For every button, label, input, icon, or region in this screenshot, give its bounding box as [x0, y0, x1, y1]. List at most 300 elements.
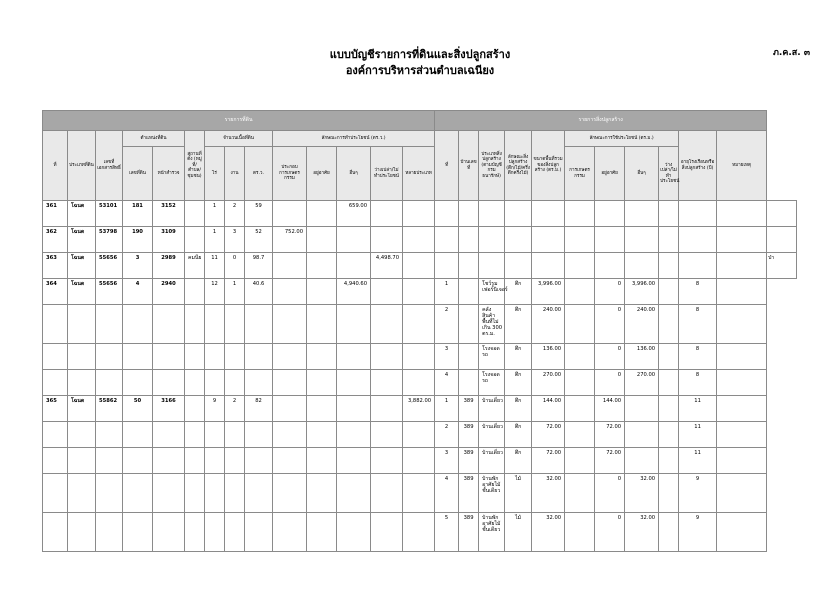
table-row: [43, 513, 797, 552]
table-cell: บ้านเดี่ยว: [479, 448, 505, 474]
table-cell: [625, 227, 659, 253]
table-row: [43, 422, 797, 448]
table-cell: [307, 422, 337, 448]
table-cell: [205, 344, 225, 370]
col-building-type: ประเภทสิ่งปลูกสร้าง (ตามบัญชีกรมธนารักษ์): [479, 131, 505, 201]
table-cell: [153, 513, 185, 552]
table-cell: [435, 201, 459, 227]
table-cell: [185, 396, 205, 422]
table-cell: 2989: [153, 253, 185, 279]
table-cell: [659, 396, 679, 422]
table-cell: บ้านเดี่ยว: [479, 396, 505, 422]
table-cell: 1: [205, 227, 225, 253]
table-cell: [371, 448, 403, 474]
table-cell: [307, 227, 337, 253]
table-cell: 240.00: [625, 305, 659, 344]
table-row: [43, 305, 797, 344]
table-cell: [435, 227, 459, 253]
col-land-no: เลขที่ดิน: [123, 147, 153, 201]
table-cell: [565, 227, 595, 253]
table-cell: [185, 513, 205, 552]
table-cell: [532, 227, 565, 253]
table-cell: [565, 396, 595, 422]
col-land-use: ลักษณะการทำประโยชน์ (ตร.ว.): [273, 131, 435, 147]
table-cell: [307, 448, 337, 474]
table-cell: [153, 344, 185, 370]
table-cell: [371, 513, 403, 552]
table-row: [43, 396, 797, 422]
table-cell: 4: [123, 279, 153, 305]
table-cell: [185, 279, 205, 305]
col-building-no: ที่: [435, 131, 459, 201]
table-cell: 389: [459, 448, 479, 474]
table-cell: [68, 474, 96, 513]
table-cell: 59: [245, 201, 273, 227]
table-cell: [96, 370, 123, 396]
table-cell: 2940: [153, 279, 185, 305]
col-ngan: งาน: [225, 147, 245, 201]
col-place: สถานที่ตั้ง (หมู่ที่/ตำบล/ชุมชน): [185, 131, 205, 201]
col-area: จำนวนเนื้อที่ดิน: [205, 131, 273, 147]
table-cell: 144.00: [532, 396, 565, 422]
table-cell: 4: [435, 370, 459, 396]
table-cell: [96, 305, 123, 344]
table-cell: [403, 474, 435, 513]
table-cell: 32.00: [532, 513, 565, 552]
table-cell: 270.00: [625, 370, 659, 396]
table-cell: 0: [595, 370, 625, 396]
table-cell: 4: [435, 474, 459, 513]
table-cell: [273, 279, 307, 305]
table-cell: [505, 227, 532, 253]
table-cell: [371, 305, 403, 344]
table-cell: [273, 396, 307, 422]
table-cell: 8: [679, 344, 717, 370]
land-building-table: [42, 110, 797, 552]
table-row: [43, 201, 797, 227]
table-cell: [659, 253, 679, 279]
table-cell: [565, 513, 595, 552]
table-row: [43, 370, 797, 396]
table-cell: [273, 448, 307, 474]
table-cell: [43, 344, 68, 370]
table-cell: 72.00: [595, 448, 625, 474]
table-cell: ตึก: [505, 422, 532, 448]
table-cell: [337, 253, 371, 279]
table-cell: 2: [225, 201, 245, 227]
table-cell: [273, 344, 307, 370]
table-cell: [225, 513, 245, 552]
table-cell: 365: [43, 396, 68, 422]
table-cell: [403, 513, 435, 552]
table-cell: 11: [679, 422, 717, 448]
table-cell: 3,996.00: [532, 279, 565, 305]
table-cell: [625, 448, 659, 474]
table-row: [43, 448, 797, 474]
table-cell: [659, 279, 679, 305]
table-cell: บ้านเดี่ยว: [479, 422, 505, 448]
table-cell: [371, 474, 403, 513]
table-cell: 50: [123, 396, 153, 422]
table-cell: [371, 370, 403, 396]
table-cell: บ้านพักอาศัยไม้ชั้นเดียว: [479, 513, 505, 552]
table-cell: [659, 370, 679, 396]
table-cell: 11: [679, 396, 717, 422]
table-cell: [403, 422, 435, 448]
table-cell: 12: [205, 279, 225, 305]
organization-name: องค์การบริหารส่วนตำบลเฉนียง: [345, 64, 495, 77]
table-cell: [123, 474, 153, 513]
table-cell: [43, 513, 68, 552]
table-cell: [68, 448, 96, 474]
document-title: แบบบัญชีรายการที่ดินและสิ่งปลูกสร้าง: [329, 48, 511, 61]
table-cell: [153, 422, 185, 448]
table-cell: 4,940.60: [337, 279, 371, 305]
table-cell: [659, 201, 679, 227]
table-cell: [717, 201, 767, 227]
table-cell: [123, 448, 153, 474]
table-cell: 82: [245, 396, 273, 422]
col-b-resid: อยู่อาศัย: [595, 147, 625, 201]
table-cell: 144.00: [595, 396, 625, 422]
table-cell: [96, 448, 123, 474]
table-cell: [595, 201, 625, 227]
table-cell: 363: [43, 253, 68, 279]
table-cell: 8: [679, 370, 717, 396]
table-cell: [43, 370, 68, 396]
table-cell: [307, 344, 337, 370]
table-cell: [43, 305, 68, 344]
table-cell: โรงจอดรถ: [479, 344, 505, 370]
table-cell: [565, 279, 595, 305]
table-cell: [371, 422, 403, 448]
table-cell: [459, 201, 479, 227]
table-cell: [659, 344, 679, 370]
table-cell: 0: [225, 253, 245, 279]
table-cell: [337, 305, 371, 344]
table-cell: ตึก: [505, 279, 532, 305]
table-cell: [403, 370, 435, 396]
table-cell: 3: [435, 344, 459, 370]
table-cell: โฉนด: [68, 279, 96, 305]
table-cell: [153, 305, 185, 344]
table-cell: โฉนด: [68, 396, 96, 422]
table-cell: [96, 422, 123, 448]
col-location: ตำแหน่งที่ดิน: [123, 131, 185, 147]
table-cell: โฉนด: [68, 227, 96, 253]
table-cell: 752.00: [273, 227, 307, 253]
table-cell: [185, 474, 205, 513]
table-row: [43, 253, 797, 279]
table-cell: ตึก: [505, 305, 532, 344]
table-cell: [123, 422, 153, 448]
col-deed-no: เลขที่เอกสารสิทธิ์: [96, 131, 123, 201]
table-cell: โฉนด: [68, 201, 96, 227]
col-mixed: หลายประเภท: [403, 147, 435, 201]
table-cell: บ้านพักอาศัยไม้ชั้นเดียว: [479, 474, 505, 513]
table-cell: [565, 448, 595, 474]
table-cell: [371, 279, 403, 305]
table-cell: [205, 422, 225, 448]
table-cell: [68, 370, 96, 396]
table-cell: 55862: [96, 396, 123, 422]
table-cell: [459, 227, 479, 253]
table-cell: [459, 305, 479, 344]
table-cell: [717, 422, 767, 448]
table-cell: [185, 344, 205, 370]
table-cell: 9: [679, 513, 717, 552]
table-cell: [123, 370, 153, 396]
table-cell: [205, 474, 225, 513]
table-cell: [68, 305, 96, 344]
table-cell: [205, 448, 225, 474]
table-cell: [479, 253, 505, 279]
table-cell: [717, 474, 767, 513]
table-cell: 361: [43, 201, 68, 227]
table-cell: [403, 201, 435, 227]
col-survey-page: หน้าสำรวจ: [153, 147, 185, 201]
table-cell: [337, 474, 371, 513]
table-cell: [565, 253, 595, 279]
table-cell: [273, 253, 307, 279]
table-cell: [532, 201, 565, 227]
table-cell: 9: [205, 396, 225, 422]
table-cell: 3,882.00: [403, 396, 435, 422]
table-cell: [337, 396, 371, 422]
table-cell: 3,996.00: [625, 279, 659, 305]
table-cell: [96, 344, 123, 370]
table-cell: โรงจอดรถ: [479, 370, 505, 396]
table-cell: [307, 253, 337, 279]
table-cell: [185, 448, 205, 474]
table-cell: [96, 513, 123, 552]
col-agri: ประกอบการเกษตรกรรม: [273, 147, 307, 201]
table-row: [43, 344, 797, 370]
table-cell: 389: [459, 422, 479, 448]
table-cell: 0: [595, 344, 625, 370]
table-cell: ตึก: [505, 396, 532, 422]
table-cell: [565, 344, 595, 370]
table-cell: [479, 201, 505, 227]
table-cell: 1: [435, 279, 459, 305]
table-cell: 136.00: [532, 344, 565, 370]
table-cell: ไม้: [505, 513, 532, 552]
col-resid: อยู่อาศัย: [307, 147, 337, 201]
table-cell: [337, 344, 371, 370]
table-cell: 1: [225, 279, 245, 305]
table-cell: [717, 253, 767, 279]
table-cell: [679, 201, 717, 227]
table-cell: [679, 253, 717, 279]
table-cell: [185, 422, 205, 448]
table-cell: [307, 513, 337, 552]
table-cell: ตึก: [505, 370, 532, 396]
table-cell: [123, 513, 153, 552]
table-cell: [625, 396, 659, 422]
table-cell: [245, 422, 273, 448]
table-cell: 72.00: [532, 448, 565, 474]
table-cell: [659, 448, 679, 474]
table-cell: [337, 448, 371, 474]
table-cell: 3166: [153, 396, 185, 422]
col-remark: หมายเหตุ: [717, 131, 767, 201]
table-cell: [659, 513, 679, 552]
col-building-area: ขนาดพื้นที่รวมของสิ่งปลูกสร้าง (ตร.ม.): [532, 131, 565, 201]
table-cell: [717, 448, 767, 474]
table-cell: [245, 448, 273, 474]
table-cell: [403, 279, 435, 305]
table-cell: [245, 344, 273, 370]
table-cell: [565, 370, 595, 396]
table-cell: ตึก: [505, 344, 532, 370]
table-cell: [337, 370, 371, 396]
table-row: [43, 279, 797, 305]
table-cell: [205, 370, 225, 396]
table-cell: [43, 474, 68, 513]
table-cell: 11: [205, 253, 225, 279]
table-cell: 4,498.70: [371, 253, 403, 279]
table-cell: โฉนด: [68, 253, 96, 279]
table-cell: [68, 422, 96, 448]
table-cell: [505, 201, 532, 227]
col-vacant: ว่างเปล่า/ไม่ทำประโยชน์: [371, 147, 403, 201]
table-cell: [185, 201, 205, 227]
table-cell: [205, 305, 225, 344]
table-cell: [371, 227, 403, 253]
table-cell: 3: [225, 227, 245, 253]
table-cell: [403, 344, 435, 370]
table-cell: 3152: [153, 201, 185, 227]
table-cell: [273, 513, 307, 552]
table-cell: 3: [123, 253, 153, 279]
table-cell: 3: [435, 448, 459, 474]
table-cell: [307, 201, 337, 227]
table-cell: [43, 422, 68, 448]
table-cell: 98.7: [245, 253, 273, 279]
table-cell: 1: [205, 201, 225, 227]
table-cell: [245, 513, 273, 552]
table-cell: [625, 422, 659, 448]
table-cell: [185, 305, 205, 344]
table-cell: [307, 279, 337, 305]
table-cell: 270.00: [532, 370, 565, 396]
table-cell: 32.00: [532, 474, 565, 513]
table-cell: [767, 227, 797, 253]
table-cell: [245, 370, 273, 396]
table-cell: 32.00: [625, 513, 659, 552]
table-cell: 53798: [96, 227, 123, 253]
table-cell: [337, 422, 371, 448]
table-cell: [532, 253, 565, 279]
table-cell: [245, 305, 273, 344]
table-cell: 11: [679, 448, 717, 474]
table-cell: [68, 513, 96, 552]
table-cell: [767, 201, 797, 227]
table-cell: [459, 344, 479, 370]
col-b-vacant: ว่างเปล่า/ไม่ทำประโยชน์: [659, 147, 679, 201]
table-cell: [337, 227, 371, 253]
table-cell: [123, 305, 153, 344]
table-cell: [371, 396, 403, 422]
table-cell: [185, 227, 205, 253]
table-cell: ป่า: [767, 253, 797, 279]
table-cell: [565, 474, 595, 513]
group-land-header: รายการที่ดิน: [43, 111, 435, 131]
table-cell: 136.00: [625, 344, 659, 370]
table-cell: [595, 227, 625, 253]
table-cell: [123, 344, 153, 370]
table-cell: [153, 370, 185, 396]
table-cell: [717, 344, 767, 370]
table-cell: [403, 305, 435, 344]
table-cell: [459, 253, 479, 279]
table-cell: 2: [435, 305, 459, 344]
table-cell: 389: [459, 396, 479, 422]
table-cell: [459, 370, 479, 396]
table-cell: [659, 422, 679, 448]
table-cell: [403, 227, 435, 253]
table-cell: 55656: [96, 253, 123, 279]
table-cell: [435, 253, 459, 279]
table-cell: 0: [595, 513, 625, 552]
table-cell: [625, 201, 659, 227]
table-cell: [371, 344, 403, 370]
table-row: [43, 474, 797, 513]
table-cell: 389: [459, 513, 479, 552]
col-other: อื่นๆ: [337, 147, 371, 201]
table-cell: [273, 474, 307, 513]
table-cell: 32.00: [625, 474, 659, 513]
table-cell: [245, 474, 273, 513]
col-sqwa: ตร.ว.: [245, 147, 273, 201]
table-cell: 389: [459, 474, 479, 513]
table-cell: [337, 513, 371, 552]
table-cell: [307, 396, 337, 422]
table-cell: [273, 201, 307, 227]
table-cell: 0: [595, 279, 625, 305]
table-cell: [659, 305, 679, 344]
table-cell: [225, 474, 245, 513]
table-cell: [273, 305, 307, 344]
table-cell: [225, 344, 245, 370]
form-code: ภ.ค.ส. ๓: [773, 48, 810, 58]
table-cell: 8: [679, 279, 717, 305]
table-cell: [307, 370, 337, 396]
table-cell: [659, 227, 679, 253]
table-cell: [479, 227, 505, 253]
table-cell: 72.00: [532, 422, 565, 448]
table-cell: [205, 513, 225, 552]
table-cell: [273, 422, 307, 448]
table-cell: โชว์รูมเฟอร์นิเจอร์: [479, 279, 505, 305]
table-cell: 2: [435, 422, 459, 448]
col-building-style: ลักษณะสิ่งปลูกสร้าง (ตึก/ไม้/ครึ่งตึกครึ่งไม้): [505, 131, 532, 201]
table-cell: 364: [43, 279, 68, 305]
table-cell: 8: [679, 305, 717, 344]
col-rai: ไร่: [205, 147, 225, 201]
col-building-use: ลักษณะการใช้ประโยชน์ (ตร.ม.): [565, 131, 679, 147]
group-building-header: รายการสิ่งปลูกสร้าง: [435, 111, 767, 131]
table-cell: [717, 279, 767, 305]
table-cell: ไม้: [505, 474, 532, 513]
table-cell: 659.00: [337, 201, 371, 227]
col-house-no: บ้านเลขที่: [459, 131, 479, 201]
table-cell: [505, 253, 532, 279]
table-cell: [96, 474, 123, 513]
col-b-other: อื่นๆ: [625, 147, 659, 201]
table-cell: 40.6: [245, 279, 273, 305]
table-cell: [717, 396, 767, 422]
